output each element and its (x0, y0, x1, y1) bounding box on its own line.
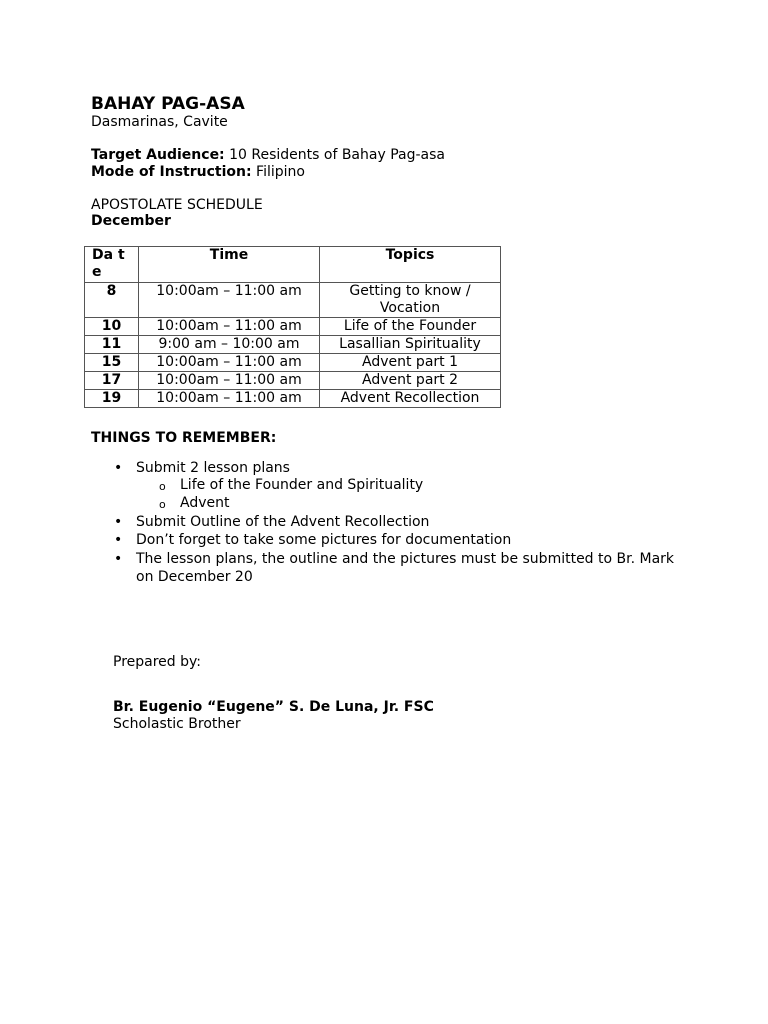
target-audience-line (91, 147, 445, 164)
bullet-icon: • (114, 514, 123, 530)
time-cell: 10:00am – 11:00 am (139, 283, 320, 318)
bullet-icon: • (114, 551, 123, 567)
preparer-role: Scholastic Brother (113, 716, 241, 732)
sub-list-item: Life of the Founder and Spirituality (180, 477, 424, 493)
schedule-header-row (85, 247, 501, 283)
date-cell: 17 (85, 372, 139, 390)
table-row (85, 390, 501, 408)
date-cell: 8 (85, 283, 139, 318)
time-cell: 10:00am – 11:00 am (139, 318, 320, 336)
bullet-icon: • (114, 532, 123, 548)
table-row (85, 283, 501, 318)
topic-cell: Getting to know / Vocation (320, 283, 501, 318)
target-audience-label: Target Audience: (91, 147, 225, 163)
sub-list-item: Advent (180, 495, 230, 511)
schedule-heading: APOSTOLATE SCHEDULE (91, 197, 263, 213)
column-header-time: Time (139, 247, 320, 283)
topic-cell: Advent Recollection (320, 390, 501, 408)
list-item: The lesson plans, the outline and the pictures must be submitted to Br. Mark (136, 551, 675, 567)
table-row (85, 354, 501, 372)
prepared-by-label: Prepared by: (113, 654, 201, 670)
mode-of-instruction-value: Filipino (251, 164, 305, 180)
date-cell: 10 (85, 318, 139, 336)
sub-bullet-icon: o (159, 498, 166, 511)
time-cell: 9:00 am – 10:00 am (139, 336, 320, 354)
date-cell: 15 (85, 354, 139, 372)
schedule-month: December (91, 213, 171, 229)
time-cell: 10:00am – 11:00 am (139, 354, 320, 372)
date-cell: 19 (85, 390, 139, 408)
target-audience-value: 10 Residents of Bahay Pag-asa (224, 147, 445, 163)
reminders-heading: THINGS TO REMEMBER: (91, 430, 277, 446)
column-header-topics: Topics (320, 247, 501, 283)
schedule-table (84, 246, 501, 408)
mode-of-instruction-label: Mode of Instruction: (91, 164, 252, 180)
time-cell: 10:00am – 11:00 am (139, 372, 320, 390)
topic-cell: Advent part 1 (320, 354, 501, 372)
time-cell: 10:00am – 11:00 am (139, 390, 320, 408)
table-row (85, 336, 501, 354)
table-row (85, 372, 501, 390)
date-cell: 11 (85, 336, 139, 354)
list-item-continuation: on December 20 (136, 569, 253, 585)
topic-cell: Lasallian Spirituality (320, 336, 501, 354)
topic-cell: Life of the Founder (320, 318, 501, 336)
mode-of-instruction-line (91, 164, 305, 181)
preparer-name: Br. Eugenio “Eugene” S. De Luna, Jr. FSC (113, 699, 434, 715)
list-item: Don’t forget to take some pictures for documentation (136, 532, 512, 548)
bullet-icon: • (114, 460, 123, 476)
column-header-date: Da te (85, 247, 139, 283)
sub-bullet-icon: o (159, 480, 166, 493)
topic-cell: Advent part 2 (320, 372, 501, 390)
table-row (85, 318, 501, 336)
location: Dasmarinas, Cavite (91, 114, 228, 130)
document-title: BAHAY PAG-ASA (91, 94, 245, 114)
list-item: Submit 2 lesson plans (136, 460, 290, 476)
list-item: Submit Outline of the Advent Recollection (136, 514, 430, 530)
